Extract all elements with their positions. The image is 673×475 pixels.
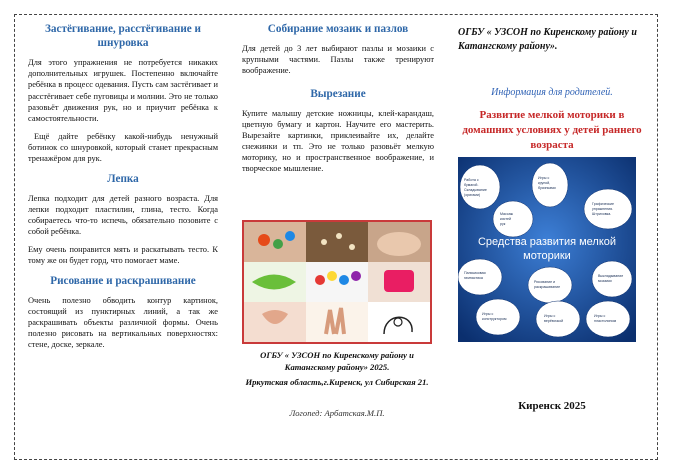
bubble-plasticine: Игры с [594, 314, 606, 318]
collage-image [244, 222, 430, 342]
heading-puzzles: Собирание мозаик и пазлов [267, 23, 409, 35]
bubble-mosaic: Выкладывание [598, 274, 624, 278]
column-middle [242, 22, 434, 182]
bubble-grains: Игры с [538, 176, 550, 180]
svg-text:крупой,: крупой, [538, 181, 551, 185]
photo-collage [242, 220, 432, 344]
bubble-constructor: Игры с [482, 312, 494, 316]
svg-text:(оригами): (оригами) [464, 193, 481, 197]
svg-text:раскрашивание: раскрашивание [534, 285, 561, 289]
heading-buttoning: Застёгивание, расстёгивание и шнуровка [44, 23, 201, 49]
svg-text:гимнастика: гимнастика [464, 276, 483, 280]
svg-text:Складывание: Складывание [464, 188, 487, 192]
heading-modeling: Лепка [107, 172, 139, 185]
paragraph-modeling-2: Ему очень понравится мять и раскатывать тесто. К тому же он будет горд, что помогает маме. [28, 245, 218, 266]
paragraph-cutting: Купите малышу детские ножницы, клей-карандаш, цветную бумагу и картон. Научите его мастерить. Вырезайте картинки, приклеивайте их, делайте снежинки и тп. Это не только разовьёт мелкую моторику, но и пространственное воображение, и творческое мышление. [242, 108, 434, 174]
paragraph-modeling-1: Лепка подходит для детей разного возраста. Для лепки подходит пластилин, глина, тесто. Когда собираетесь что-то испечь, обязательно позовите с собой ребёнка. [28, 193, 218, 237]
svg-text:мозаики: мозаики [598, 279, 612, 283]
info-for-parents: Информация для родителей. [491, 87, 613, 98]
bubble-graphics: Графические [592, 202, 614, 206]
bubble-finger-gym: Пальчиковая [464, 271, 486, 275]
svg-text:бумагой.: бумагой. [464, 183, 479, 187]
brochure-title: Развитие мелкой моторики в домашних условиях у детей раннего возраста [462, 109, 642, 151]
svg-text:верёвочкой: верёвочкой [544, 319, 564, 323]
paragraph-puzzles: Для детей до 3 лет выбирают пазлы и мозаики с крупными частями. Пазлы также тренируют воображение. [242, 44, 434, 76]
bubble-paper: Работа с [464, 178, 479, 182]
svg-text:Штриховка.: Штриховка. [592, 212, 612, 216]
column-left [28, 22, 218, 357]
svg-text:бусинками: бусинками [538, 186, 556, 190]
paragraph-buttoning-1: Для этого упражнения не потребуется никаких дополнительных игрушек. Постепенно включайте ребёнка в процесс одевания. Пусть сам застёгивает и расстёгивает себе пуговицы и молнии. Это не только разовьёт движения рук, но и приучит ребёнка к самостоятельности. [28, 58, 218, 123]
organization-header: ОГБУ « УЗСОН по Киренскому району и Катангскому району». [458, 27, 637, 52]
svg-text:пластилином: пластилином [594, 319, 617, 323]
svg-text:конструктором: конструктором [482, 317, 507, 321]
poster-title-line2: моторики [523, 250, 571, 262]
svg-text:упражнения.: упражнения. [592, 207, 614, 211]
bubble-massage: Массаж [500, 212, 514, 216]
city-year: Киренск 2025 [518, 400, 586, 412]
organization-footer: ОГБУ « УЗСОН по Киренскому району и Катангскому району» 2025. [260, 350, 414, 372]
bubble-rope: Игры с [544, 314, 556, 318]
svg-text:рук: рук [500, 222, 506, 226]
paragraph-drawing: Очень полезно обводить контур картинок, состоящий из пунктирных линий, а так же раскрашивать объекты различной формы. Очень полезно рисовать на вертикальных поверхностях: стене, доске, зеркале. [28, 295, 218, 350]
paragraph-buttoning-2: Ещё дайте ребёнку какой-нибудь ненужный ботинок со шнуровкой, который станет прекрасным тренажёром для рук. [28, 132, 218, 164]
heading-cutting: Вырезание [310, 87, 366, 100]
poster-title-line1: Средства развития мелкой [477, 236, 617, 248]
speech-therapist: Логопед: Арбатская.М.П. [289, 408, 385, 418]
svg-text:кистей: кистей [500, 217, 511, 221]
bubble-drawing: Рисование и [534, 280, 556, 284]
poster-graphic [458, 157, 636, 342]
heading-drawing: Рисование и раскрашивание [50, 274, 196, 287]
motor-skills-poster [458, 157, 636, 342]
address: Иркутская область,г.Киренск, ул Сибирская 21. [245, 377, 429, 387]
